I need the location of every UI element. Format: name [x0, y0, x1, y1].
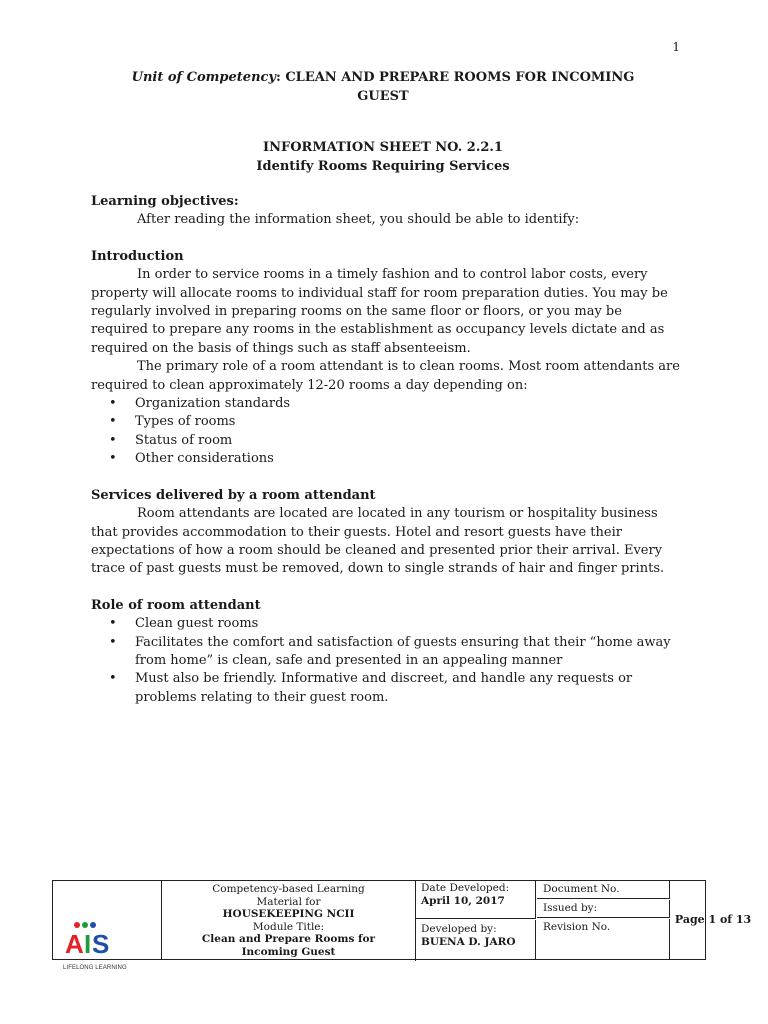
list-item: • Clean guest rooms [135, 615, 681, 633]
svg-text:S: S [92, 929, 110, 957]
date-developed-value: April 10, 2017 [421, 894, 505, 907]
considerations-list [91, 395, 681, 469]
unit-title-line1: CLEAN AND PREPARE ROOMS FOR INCOMING [285, 70, 635, 85]
developed-by-cell [416, 920, 536, 959]
module-title-line1: Clean and Prepare Rooms for [201, 933, 376, 946]
developed-by-label: Developed by: [421, 923, 497, 935]
list-item: • Types of rooms [135, 413, 681, 431]
unit-of-competency [92, 68, 674, 106]
list-item: • Organization standards [135, 395, 681, 413]
svg-text:I: I [84, 929, 92, 957]
logo-tagline: LIFELONG LEARNING [63, 965, 127, 971]
ais-logo-icon [63, 921, 133, 957]
document-body [91, 193, 681, 707]
page-number: 1 [672, 40, 680, 54]
objectives-text: After reading the information sheet, you should be able to identify: [137, 212, 580, 228]
sheet-header [92, 138, 674, 176]
date-developed-cell [416, 881, 536, 919]
list-item: • Must also be friendly. Informative and discreet, and handle any requests or problems relating to their guest room. [135, 670, 681, 707]
introduction-paragraph-2: The primary role of a room attendant is to clean rooms. Most room attendants are required to clean approximately 12-20 rooms a day depending on: [91, 359, 680, 393]
issued-by-cell: Issued by: [537, 900, 670, 918]
objectives-heading: Learning objectives: [91, 194, 239, 209]
role-heading: Role of room attendant [91, 597, 261, 613]
unit-separator: : [276, 70, 286, 85]
role-list [91, 615, 681, 707]
unit-title-line2: GUEST [357, 89, 409, 104]
module-label: Module Title: [252, 920, 325, 933]
services-heading: Services delivered by a room attendant [91, 487, 376, 503]
cbl-line2: Material for [256, 895, 321, 908]
cbl-cell [162, 881, 416, 961]
page-of-total: Page 1 of 13 [674, 912, 752, 926]
introduction-paragraph-1: In order to service rooms in a timely fashion and to control labor costs, every property will allocate rooms to individual staff for room preparation duties. You may be regularly involved in preparing rooms on the same floor or floors, or you may be required to prepare any rooms in the establishment as occupancy levels dictate and as required on the basis of things such as staff absenteeism. [91, 267, 668, 356]
list-item: • Status of room [135, 432, 681, 450]
logo-cell [53, 881, 162, 971]
date-developed-label: Date Developed: [421, 882, 510, 894]
cbl-line1: Competency-based Learning [212, 883, 365, 895]
svg-text:A: A [65, 929, 84, 957]
sheet-number: INFORMATION SHEET NO. 2.2.1 [263, 140, 503, 155]
module-title-line2: Incoming Guest [241, 945, 336, 958]
revision-number-cell: Revision No. [537, 919, 670, 959]
sheet-title: Identify Rooms Requiring Services [256, 159, 510, 174]
list-item: • Facilitates the comfort and satisfaction of guests ensuring that their “home away from home” is clean, safe and presented in an appealing manner [135, 634, 681, 671]
document-number-cell: Document No. [537, 881, 670, 899]
qualification-title: HOUSEKEEPING NCII [222, 908, 355, 921]
introduction-heading: Introduction [91, 248, 184, 264]
services-paragraph: Room attendants are located are located in any tourism or hospitality business that provides accommodation to their guests. Hotel and resort guests have their expectations of how a room should be cleaned and presented prior their arrival. Every trace of past guests must be removed, down to single strands of hair and finger prints. [91, 506, 665, 577]
list-item: • Other considerations [135, 450, 681, 468]
developed-by-value: BUENA D. JARO [421, 935, 516, 948]
document-footer-table [52, 880, 752, 971]
unit-label: Unit of Competency [131, 70, 276, 85]
